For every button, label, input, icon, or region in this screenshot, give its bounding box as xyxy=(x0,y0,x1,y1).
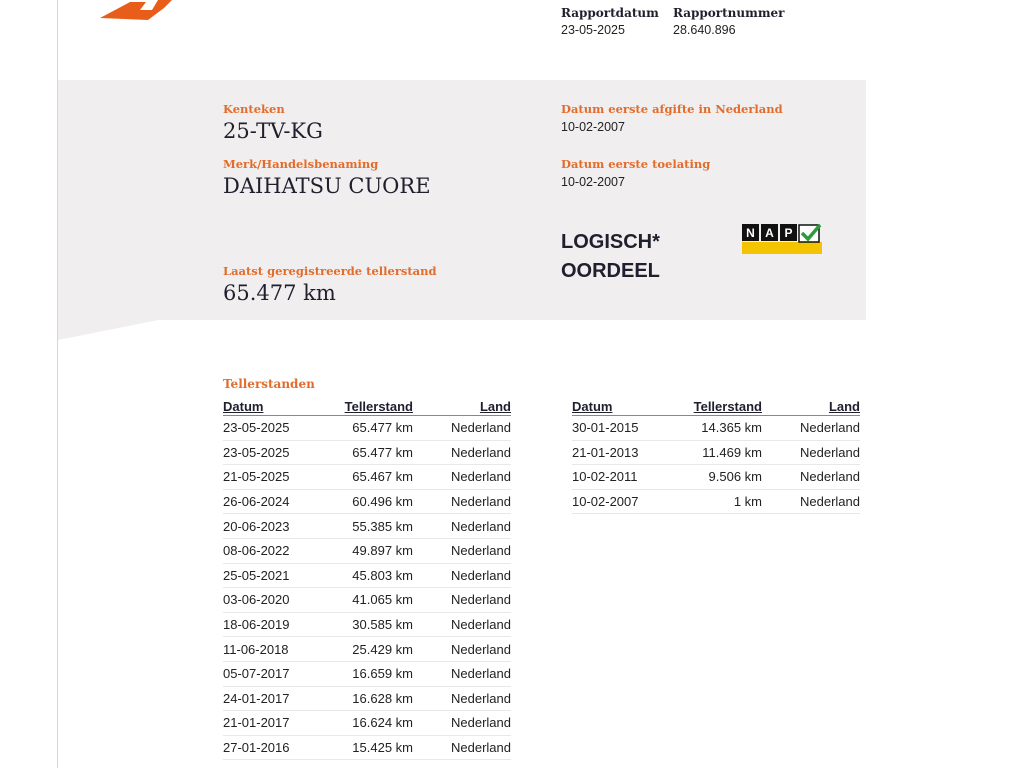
table-header-row xyxy=(223,397,511,416)
cell-date: 10-02-2011 xyxy=(572,465,678,490)
table-row xyxy=(223,711,511,736)
header-date: Datum xyxy=(223,397,335,416)
cell-date: 08-06-2022 xyxy=(223,538,335,563)
cell-odometer: 25.429 km xyxy=(335,637,413,662)
plate-value: 25-TV-KG xyxy=(223,119,323,143)
table-row xyxy=(223,637,511,662)
first-nl-value: 10-02-2007 xyxy=(561,120,625,134)
verdict xyxy=(561,228,660,286)
nap-logo-icon xyxy=(742,224,822,254)
cell-country: Nederland xyxy=(762,416,860,441)
cell-country: Nederland xyxy=(762,465,860,490)
cell-country: Nederland xyxy=(413,416,511,441)
last-odometer-field xyxy=(223,264,437,305)
cell-odometer: 16.624 km xyxy=(335,711,413,736)
cell-date: 27-01-2016 xyxy=(223,735,335,760)
cell-country: Nederland xyxy=(413,440,511,465)
cell-date: 10-02-2007 xyxy=(572,489,678,514)
table-row xyxy=(223,661,511,686)
report-date-label: Rapportdatum xyxy=(561,6,659,20)
first-admission-field xyxy=(561,157,710,189)
table-row xyxy=(223,416,511,441)
plate-field xyxy=(223,102,323,143)
nap-letter: A xyxy=(765,226,774,240)
cell-country: Nederland xyxy=(413,489,511,514)
cell-odometer: 55.385 km xyxy=(335,514,413,539)
cell-odometer: 45.803 km xyxy=(335,563,413,588)
cell-country: Nederland xyxy=(413,514,511,539)
table-row xyxy=(223,465,511,490)
plate-label: Kenteken xyxy=(223,102,285,116)
cell-odometer: 65.467 km xyxy=(335,465,413,490)
cell-odometer: 15.425 km xyxy=(335,735,413,760)
last-odometer-label: Laatst geregistreerde tellerstand xyxy=(223,264,437,278)
cell-odometer: 16.659 km xyxy=(335,661,413,686)
cell-date: 11-06-2018 xyxy=(223,637,335,662)
first-nl-label: Datum eerste afgifte in Nederland xyxy=(561,102,783,116)
table-row xyxy=(223,588,511,613)
table-row xyxy=(223,686,511,711)
cell-odometer: 16.628 km xyxy=(335,686,413,711)
header-date: Datum xyxy=(572,397,678,416)
table-row xyxy=(572,489,860,514)
report-date xyxy=(561,6,659,37)
table-row xyxy=(572,440,860,465)
cell-date: 21-01-2013 xyxy=(572,440,678,465)
cell-odometer: 9.506 km xyxy=(678,465,762,490)
cell-date: 30-01-2015 xyxy=(572,416,678,441)
cell-odometer: 1 km xyxy=(678,489,762,514)
cell-date: 03-06-2020 xyxy=(223,588,335,613)
cell-odometer: 49.897 km xyxy=(335,538,413,563)
readings-title: Tellerstanden xyxy=(223,377,315,391)
cell-odometer: 65.477 km xyxy=(335,416,413,441)
verdict-line1: LOGISCH* xyxy=(561,231,660,253)
brand-logo-icon xyxy=(100,0,180,20)
cell-country: Nederland xyxy=(413,686,511,711)
cell-odometer: 65.477 km xyxy=(335,440,413,465)
cell-date: 23-05-2025 xyxy=(223,416,335,441)
table-row xyxy=(223,514,511,539)
cell-date: 26-06-2024 xyxy=(223,489,335,514)
cell-date: 20-06-2023 xyxy=(223,514,335,539)
cell-country: Nederland xyxy=(413,465,511,490)
make-field xyxy=(223,157,431,198)
cell-country: Nederland xyxy=(413,588,511,613)
cell-odometer: 14.365 km xyxy=(678,416,762,441)
table-row xyxy=(223,440,511,465)
readings-table-right xyxy=(572,397,860,514)
first-admission-value: 10-02-2007 xyxy=(561,175,625,189)
readings-table-left xyxy=(223,397,511,760)
cell-odometer: 11.469 km xyxy=(678,440,762,465)
table-row xyxy=(223,563,511,588)
verdict-line2: OORDEEL xyxy=(561,260,660,282)
cell-odometer: 41.065 km xyxy=(335,588,413,613)
cell-country: Nederland xyxy=(762,489,860,514)
report-date-value: 23-05-2025 xyxy=(561,23,625,37)
panel-corner xyxy=(58,320,158,340)
first-admission-label: Datum eerste toelating xyxy=(561,157,711,171)
cell-country: Nederland xyxy=(413,612,511,637)
header-country: Land xyxy=(762,397,860,416)
cell-country: Nederland xyxy=(413,711,511,736)
table-row xyxy=(223,612,511,637)
cell-country: Nederland xyxy=(413,637,511,662)
make-value: DAIHATSU CUORE xyxy=(223,174,431,198)
make-label: Merk/Handelsbenaming xyxy=(223,157,379,171)
cell-date: 23-05-2025 xyxy=(223,440,335,465)
header-odometer: Tellerstand xyxy=(335,397,413,416)
cell-country: Nederland xyxy=(413,538,511,563)
report-number-value: 28.640.896 xyxy=(673,23,736,37)
nap-letter: N xyxy=(746,226,755,240)
first-nl-field xyxy=(561,102,783,134)
cell-date: 25-05-2021 xyxy=(223,563,335,588)
report-number-label: Rapportnummer xyxy=(673,6,785,20)
table-row xyxy=(223,735,511,760)
nap-letter: P xyxy=(784,226,793,240)
header-odometer: Tellerstand xyxy=(678,397,762,416)
cell-country: Nederland xyxy=(413,563,511,588)
cell-date: 21-05-2025 xyxy=(223,465,335,490)
table-row xyxy=(572,465,860,490)
header-country: Land xyxy=(413,397,511,416)
cell-country: Nederland xyxy=(762,440,860,465)
cell-odometer: 30.585 km xyxy=(335,612,413,637)
cell-country: Nederland xyxy=(413,661,511,686)
cell-date: 24-01-2017 xyxy=(223,686,335,711)
table-row xyxy=(223,489,511,514)
table-row xyxy=(572,416,860,441)
cell-date: 18-06-2019 xyxy=(223,612,335,637)
table-row xyxy=(223,538,511,563)
report-number xyxy=(673,6,784,37)
cell-country: Nederland xyxy=(413,735,511,760)
last-odometer-value: 65.477 km xyxy=(223,281,336,305)
table-header-row xyxy=(572,397,860,416)
cell-date: 21-01-2017 xyxy=(223,711,335,736)
cell-date: 05-07-2017 xyxy=(223,661,335,686)
cell-odometer: 60.496 km xyxy=(335,489,413,514)
